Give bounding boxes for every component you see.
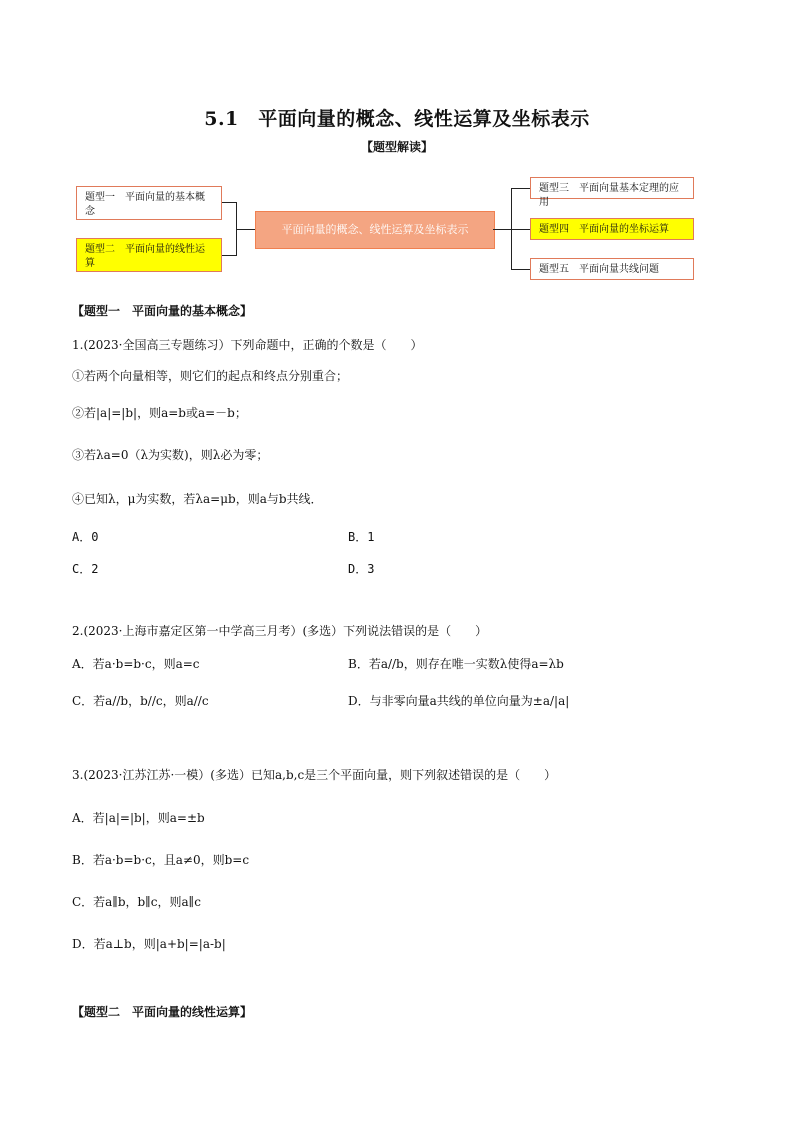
question-3-option-d: D．若a⊥b，则|a+b|=|a-b| [72,937,226,951]
question-1-statement-1: ①若两个向量相等，则它们的起点和终点分别重合； [72,369,349,383]
question-2-option-c: C．若a//b，b//c，则a//c [72,694,209,708]
question-1-option-d: D．3 [348,562,375,576]
question-1-option-c: C．2 [72,562,99,576]
connector [222,255,236,256]
connector [511,229,530,230]
page-subtitle: 【题型解读】 [360,140,433,154]
question-1-statement-2: ②若|a|=|b|，则a=b或a=－b； [72,406,247,420]
connector [493,229,511,230]
question-1-statement-3: ③若λa=0（λ为实数)，则λ必为零； [72,448,269,462]
question-3-stem: 3.(2023·江苏江苏·一模）(多选）已知a,b,c是三个平面向量，则下列叙述错误的是（ ） [72,768,557,782]
mindmap-center-node: 平面向量的概念、线性运算及坐标表示 [255,211,495,249]
question-3-option-b: B．若a·b=b·c，且a≠0，则b=c [72,853,250,867]
question-1-stem: 1.(2023·全国高三专题练习）下列命题中，正确的个数是（ ） [72,338,423,352]
question-2-option-d: D．与非零向量a共线的单位向量为±a/|a| [348,694,570,708]
page-title: 5.1 平面向量的概念、线性运算及坐标表示 [204,108,590,130]
question-3-option-c: C．若a∥b，b∥c，则a∥c [72,895,201,909]
question-1-option-b: B．1 [348,530,375,544]
question-3-option-a: A．若|a|=|b|，则a=±b [72,811,205,825]
question-1-statement-4: ④已知λ，μ为实数，若λa=μb，则a与b共线． [72,492,323,506]
question-1-option-a: A．0 [72,530,99,544]
mindmap-node-type3: 题型三 平面向量基本定理的应用 [530,177,694,199]
connector [222,202,236,203]
mindmap-node-type5: 题型五 平面向量共线问题 [530,258,694,280]
question-2-stem: 2.(2023·上海市嘉定区第一中学高三月考）(多选）下列说法错误的是（ ） [72,624,488,638]
mindmap-node-type1: 题型一 平面向量的基本概念 [76,186,222,220]
mindmap-node-type4: 题型四 平面向量的坐标运算 [530,218,694,240]
section-heading-type2: 【题型二 平面向量的线性运算】 [72,1005,253,1019]
mindmap-node-type2: 题型二 平面向量的线性运算 [76,238,222,272]
connector [511,269,530,270]
section-heading-type1: 【题型一 平面向量的基本概念】 [72,304,253,318]
question-2-option-a: A．若a·b=b·c，则a=c [72,657,200,671]
connector [511,188,530,189]
connector [236,229,255,230]
question-2-option-b: B．若a//b，则存在唯一实数λ使得a=λb [348,657,564,671]
